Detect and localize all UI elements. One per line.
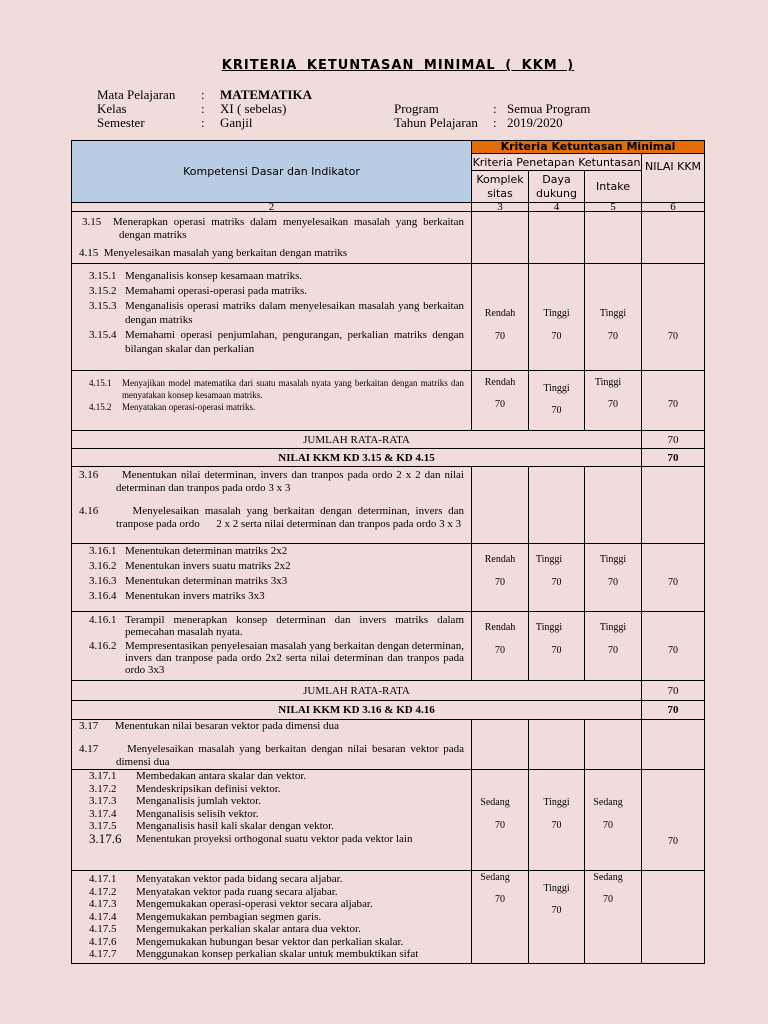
indicator-item — [89, 589, 464, 603]
indicator-text: Mendeskripsikan definisi vektor. — [136, 782, 281, 795]
indicator-text: Membedakan antara skalar dan vektor. — [136, 770, 307, 782]
indicator-number: 4.17.4 — [89, 910, 117, 923]
document-title: KRITERIA KETUNTASAN MINIMAL ( KKM ) — [221, 58, 575, 73]
daya-label: Tinggi — [543, 883, 570, 894]
indicator-number: 3.16.1 — [89, 545, 117, 557]
indicator-list — [89, 377, 464, 413]
kd-text: Menentukan nilai determinan, invers dan tranpos pada ordo 2 x 2 dan nilai determinan dan tranpos pada ordo 3 x 3 — [116, 469, 464, 494]
daya-value: 70 — [551, 820, 562, 831]
komplek-value: 70 — [495, 331, 505, 342]
col-number-2: 2 — [72, 203, 472, 212]
nilai-kkm-total: 70 — [642, 701, 705, 720]
program-value: Semua Program — [507, 101, 591, 116]
kd-3-16 — [79, 469, 464, 495]
header-kriteria: Kriteria Ketuntasan Minimal — [472, 141, 705, 154]
indicator-list — [89, 614, 464, 676]
daya-label: Tinggi — [543, 308, 570, 319]
table-row — [72, 212, 705, 264]
mapel-value: MATEMATIKA — [220, 87, 312, 102]
kd-text: Menyelesaikan masalah yang berkaitan dengan nilai besaran vektor pada dimensi dua — [116, 743, 464, 768]
kd-number: 4.17 — [79, 743, 99, 755]
komplek-label: Rendah — [484, 377, 516, 388]
indicator-text: Mengemukakan hubungan besar vektor dan perkalian skalar. — [136, 935, 404, 948]
indicator-number: 4.17.2 — [89, 885, 117, 898]
indicator-item — [89, 377, 464, 401]
indicator-text: Menentukan proyeksi orthogonal suatu vektor pada vektor lain — [136, 832, 413, 845]
nilai-kkm-value: 70 — [668, 645, 678, 656]
komplek-value: 70 — [495, 399, 505, 410]
jumlah-rata-rata-value: 70 — [642, 681, 705, 701]
semester-colon: : — [201, 115, 205, 130]
kd-text: Menerapkan operasi matriks dalam menyelesaikan masalah yang berkaitan dengan matriks — [112, 216, 464, 241]
indicator-number: 3.17.5 — [89, 820, 117, 832]
indicator-item — [89, 574, 464, 588]
indicator-text: Menganalisis jumlah vektor. — [136, 795, 261, 807]
nilai-kkm-value: 70 — [668, 399, 678, 410]
nilai-kkm-label: NILAI KKM KD 3.15 & KD 4.15 — [72, 449, 642, 467]
indicator-item — [89, 820, 464, 833]
daya-value: 70 — [551, 405, 562, 416]
indicator-list — [89, 544, 464, 603]
mapel-colon: : — [201, 87, 205, 102]
indicator-text: Menganalisis hasil kali skalar dengan vektor. — [136, 820, 334, 832]
tahun-colon: : — [493, 115, 497, 130]
indicator-item — [89, 886, 464, 899]
indicator-item — [89, 328, 464, 356]
col-number-5: 5 — [585, 203, 642, 212]
jumlah-rata-rata-label: JUMLAH RATA-RATA — [72, 681, 642, 701]
kd-number: 4.15 — [79, 247, 99, 259]
indicator-number: 4.17.5 — [89, 923, 117, 935]
indicator-text: Menentukan invers matriks 3x3 — [125, 590, 265, 602]
kkm-table — [71, 140, 705, 964]
kd-text: Menyelesaikan masalah yang berkaitan dengan matriks — [103, 247, 348, 259]
indicator-item — [89, 783, 464, 796]
kelas-value: XI ( sebelas) — [220, 101, 287, 116]
daya-value: 70 — [551, 905, 562, 916]
indicator-text: Mengemukakan pembagian segmen garis. — [136, 910, 322, 923]
indicator-text: Menganalisis konsep kesamaan matriks. — [125, 270, 303, 282]
col-number-6: 6 — [642, 203, 705, 212]
nilai-kkm-value: 70 — [668, 836, 678, 847]
indicator-list — [89, 269, 464, 356]
indicator-item — [89, 873, 464, 886]
indicator-number: 4.17.1 — [89, 873, 117, 885]
table-row — [72, 871, 705, 964]
daya-label: Tinggi — [535, 554, 563, 565]
indicator-list — [89, 873, 464, 961]
jumlah-rata-rata-label: JUMLAH RATA-RATA — [72, 431, 642, 449]
daya-label: Tinggi — [543, 797, 570, 808]
indicator-number: 3.16.3 — [89, 575, 117, 587]
summary-row — [72, 701, 705, 720]
summary-row — [72, 681, 705, 701]
indicator-number: 3.17.2 — [89, 782, 117, 795]
nilai-kkm-value: 70 — [668, 577, 678, 588]
indicator-number: 4.16.2 — [89, 640, 117, 652]
indicator-text: Memahami operasi-operasi pada matriks. — [125, 285, 308, 297]
kelas-label: Kelas — [97, 101, 127, 116]
komplek-value: 70 — [495, 820, 505, 831]
table-row — [72, 264, 705, 371]
indicator-number: 3.17.1 — [89, 770, 117, 782]
indicator-item — [89, 770, 464, 783]
kd-3-15 — [79, 216, 464, 242]
indicator-text: Menentukan invers suatu matriks 2x2 — [125, 560, 291, 572]
indicator-item — [89, 284, 464, 298]
header-penetapan: Kriteria Penetapan Ketuntasan — [472, 155, 641, 169]
komplek-label: Sedang — [480, 797, 510, 808]
intake-value: 70 — [608, 331, 618, 342]
indicator-text: Menentukan determinan matriks 3x3 — [125, 575, 288, 587]
intake-value: 70 — [608, 399, 618, 410]
intake-value: 70 — [608, 645, 618, 656]
kd-number: 3.16 — [79, 469, 99, 481]
indicator-item — [89, 559, 464, 573]
indicator-text: Menganalisis operasi matriks dalam menyelesaikan masalah yang berkaitan dengan matriks — [125, 300, 464, 326]
intake-label: Tinggi — [599, 308, 627, 319]
komplek-label: Rendah — [484, 622, 516, 633]
indicator-number: 4.17.3 — [89, 898, 117, 910]
intake-label: Tinggi — [594, 377, 622, 388]
table-row — [72, 770, 705, 871]
intake-label: Sedang — [593, 797, 623, 808]
table-row — [72, 612, 705, 681]
indicator-list — [89, 770, 464, 845]
program-label: Program — [394, 101, 439, 116]
indicator-text: Terampil menerapkan konsep determinan dan invers matriks dalam pemecahan masalah nyata. — [125, 614, 464, 638]
indicator-text: Menyatakan operasi-operasi matriks. — [122, 402, 256, 412]
indicator-number: 4.17.6 — [89, 935, 117, 948]
indicator-text: Menyatakan vektor pada ruang secara aljabar. — [136, 885, 338, 898]
indicator-text: Mempresentasikan penyelesaian masalah yang berkaitan dengan determinan, invers dan tranpose pada ordo 2x2 serta nilai determinan dan tranpos pada ordo 3x3 — [125, 640, 464, 676]
indicator-number: 3.17.4 — [89, 807, 117, 820]
summary-row — [72, 431, 705, 449]
tahun-label: Tahun Pelajaran — [394, 115, 478, 130]
intake-value: 70 — [603, 820, 613, 831]
intake-label: Tinggi — [599, 622, 627, 633]
daya-value: 70 — [551, 577, 562, 588]
indicator-number: 3.15.2 — [89, 285, 117, 297]
kd-text: Menentukan nilai besaran vektor pada dimensi dua — [114, 720, 339, 732]
tahun-value: 2019/2020 — [507, 115, 563, 130]
nilai-kkm-total: 70 — [642, 449, 705, 467]
nilai-kkm-label: NILAI KKM KD 3.16 & KD 4.16 — [72, 701, 642, 720]
jumlah-rata-rata-value: 70 — [642, 431, 705, 449]
intake-label: Sedang — [593, 872, 623, 883]
kelas-colon: : — [201, 101, 205, 116]
indicator-text: Menyajikan model matematika dari suatu masalah nyata yang berkaitan dengan matriks dan menyatakan konsep kesamaan matriks. — [122, 378, 464, 400]
indicator-item — [89, 911, 464, 924]
indicator-number: 3.16.4 — [89, 590, 117, 602]
header-kd: Kompetensi Dasar dan Indikator — [72, 141, 472, 203]
kd-4-16 — [79, 505, 467, 531]
indicator-item — [89, 614, 464, 638]
indicator-item — [89, 948, 464, 961]
indicator-text: Mengemukakan operasi-operasi vektor secara aljabar. — [136, 898, 373, 910]
indicator-item — [89, 923, 464, 936]
indicator-number: 4.17.7 — [89, 948, 117, 960]
kd-number: 3.17 — [79, 720, 99, 732]
indicator-text: Memahami operasi penjumlahan, pengurangan, perkalian matriks dengan bilangan skalar dan perkalian — [125, 329, 464, 355]
kd-text: Menyelesaikan masalah yang berkaitan dengan determinan, invers dan tranpose pada ordo 2 x 2 serta nilai determinan dan tranpos pada ordo 3 x 3 — [116, 505, 467, 530]
indicator-item — [89, 269, 464, 283]
summary-row — [72, 449, 705, 467]
indicator-text: Mengemukakan perkalian skalar antara dua vektor. — [136, 923, 361, 935]
kd-3-17 — [79, 720, 464, 733]
nilai-kkm-value: 70 — [668, 331, 678, 342]
header-nilai: NILAI KKM — [642, 154, 705, 203]
intake-label: Tinggi — [599, 554, 627, 565]
table-row — [72, 544, 705, 612]
indicator-number: 3.17.6 — [89, 830, 122, 846]
semester-label: Semester — [97, 115, 145, 130]
intake-value: 70 — [603, 894, 613, 905]
indicator-text: Menggunakan konsep perkalian skalar untuk membuktikan sifat — [136, 948, 419, 960]
komplek-label: Sedang — [480, 872, 510, 883]
indicator-number: 3.15.3 — [89, 300, 117, 312]
indicator-text: Menyatakan vektor pada bidang secara aljabar. — [136, 873, 343, 885]
indicator-number: 3.16.2 — [89, 560, 117, 572]
komplek-label: Rendah — [484, 308, 516, 319]
indicator-number: 3.15.4 — [89, 329, 117, 341]
indicator-number: 4.15.2 — [89, 402, 112, 412]
header-intake: Intake — [585, 171, 642, 203]
indicator-item — [89, 936, 464, 949]
indicator-text: Menganalisis selisih vektor. — [136, 807, 259, 820]
indicator-number: 4.15.1 — [89, 378, 112, 388]
kd-4-15 — [79, 247, 464, 260]
col-number-4: 4 — [529, 203, 585, 212]
col-number-3: 3 — [472, 203, 529, 212]
indicator-item — [89, 299, 464, 327]
komplek-value: 70 — [495, 894, 505, 905]
indicator-text: Menentukan determinan matriks 2x2 — [125, 545, 288, 557]
program-colon: : — [493, 101, 497, 116]
daya-label: Tinggi — [535, 622, 563, 633]
daya-value: 70 — [551, 331, 562, 342]
komplek-value: 70 — [495, 645, 505, 656]
semester-value: Ganjil — [220, 115, 253, 130]
header-komplek: Komplek sitas — [472, 171, 529, 203]
indicator-item — [89, 401, 464, 413]
komplek-value: 70 — [495, 577, 505, 588]
indicator-number: 3.17.3 — [89, 795, 117, 807]
intake-value: 70 — [608, 577, 618, 588]
kd-number: 3.15 — [82, 216, 102, 228]
mapel-label: Mata Pelajaran — [97, 87, 176, 102]
daya-label: Tinggi — [543, 383, 570, 394]
table-row — [72, 720, 705, 770]
indicator-item — [89, 544, 464, 558]
kd-4-17 — [79, 743, 464, 769]
table-row — [72, 371, 705, 431]
daya-value: 70 — [551, 645, 562, 656]
indicator-item — [89, 640, 464, 676]
indicator-item — [89, 795, 464, 808]
header-daya: Daya dukung — [529, 171, 585, 203]
komplek-label: Rendah — [484, 554, 516, 565]
indicator-number: 4.16.1 — [89, 614, 117, 626]
kd-number: 4.16 — [79, 505, 99, 517]
indicator-number: 3.15.1 — [89, 270, 117, 282]
indicator-item — [89, 808, 464, 821]
indicator-item — [89, 898, 464, 911]
table-row — [72, 467, 705, 544]
indicator-item — [89, 830, 464, 846]
